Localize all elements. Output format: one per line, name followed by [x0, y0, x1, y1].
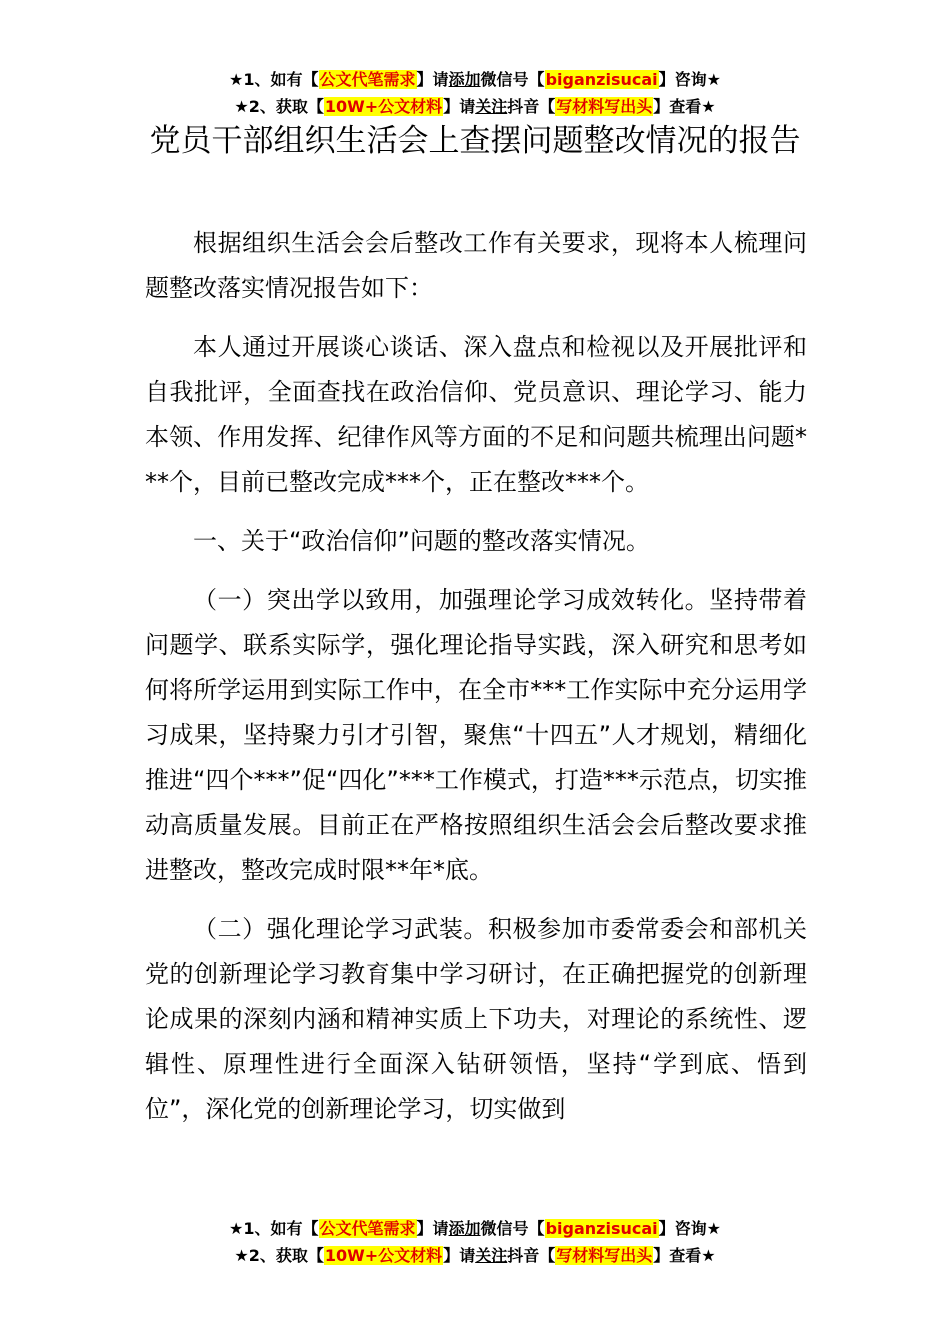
promo-banner-bottom [0, 1215, 950, 1269]
promo-text: 】查看★ [653, 1246, 716, 1265]
promo-highlight: 10W+公文材料 [324, 97, 443, 116]
promo-text: 】请 [443, 1246, 476, 1265]
promo-text: 微信号【 [480, 1219, 545, 1238]
paragraph: 根据组织生活会会后整改工作有关要求，现将本人梳理问题整改落实情况报告如下： [145, 229, 807, 302]
promo-highlight: biganzisucai [545, 70, 658, 89]
promo-underline: 添加 [448, 70, 481, 89]
paragraph: （一）突出学以致用，加强理论学习成效转化。坚持带着问题学、联系实际学，强化理论指导实践，深入研究和思考如何将所学运用到实际工作中，在全市***工作实际中充分运用学习成果，坚持聚力引才引智，聚焦“十四五”人才规划，精细化推进“四个***”促“四化”***工作模式，打造***示范点，切实推动高质量发展。目前正在严格按照组织生活会会后整改要求推进整改，整改完成时限**年*底。 [145, 586, 807, 884]
promo-text: ★1、如有【 [229, 1219, 319, 1238]
paragraph: （二）强化理论学习武装。积极参加市委常委会和部机关党的创新理论学习教育集中学习研讨，在正确把握党的创新理论成果的深刻内涵和精神实质上下功夫，对理论的系统性、逻辑性、原理性进行全面深入钻研领悟，坚持“学到底、悟到位”，深化党的创新理论学习，切实做到 [145, 915, 807, 1123]
promo-highlight: 写材料写出头 [556, 1246, 653, 1265]
promo-text: 】咨询★ [658, 70, 721, 89]
promo-line-2 [0, 93, 950, 120]
promo-banner-top [0, 66, 950, 120]
promo-line-1 [0, 1215, 950, 1242]
section-heading: 一、关于“政治信仰”问题的整改落实情况。 [193, 527, 650, 555]
promo-highlight: 公文代笔需求 [319, 1219, 416, 1238]
promo-text: 】咨询★ [658, 1219, 721, 1238]
promo-highlight: 10W+公文材料 [324, 1246, 443, 1265]
promo-text: 微信号【 [480, 70, 545, 89]
promo-text: 】查看★ [653, 97, 716, 116]
promo-underline: 关注 [475, 97, 508, 116]
promo-text: ★2、获取【 [234, 1246, 324, 1265]
promo-text: 】请 [443, 97, 476, 116]
promo-highlight: 公文代笔需求 [319, 70, 416, 89]
document-title: 党员干部组织生活会上查摆问题整改情况的报告 [149, 123, 801, 159]
promo-highlight: 写材料写出头 [556, 97, 653, 116]
document-body [145, 221, 807, 1146]
paragraph: 本人通过开展谈心谈话、深入盘点和检视以及开展批评和自我批评，全面查找在政治信仰、党员意识、理论学习、能力本领、作用发挥、纪律作风等方面的不足和问题共梳理出问题***个，目前已整改完成***个，正在整改***个。 [145, 333, 807, 496]
promo-text: 抖音【 [507, 1246, 556, 1265]
promo-text: 】请 [416, 1219, 449, 1238]
promo-underline: 添加 [448, 1219, 481, 1238]
promo-text: ★2、获取【 [234, 97, 324, 116]
promo-underline: 关注 [475, 1246, 508, 1265]
promo-line-1 [0, 66, 950, 93]
promo-text: ★1、如有【 [229, 70, 319, 89]
promo-text: 】请 [416, 70, 449, 89]
promo-highlight: biganzisucai [545, 1219, 658, 1238]
promo-text: 抖音【 [507, 97, 556, 116]
promo-line-2 [0, 1242, 950, 1269]
